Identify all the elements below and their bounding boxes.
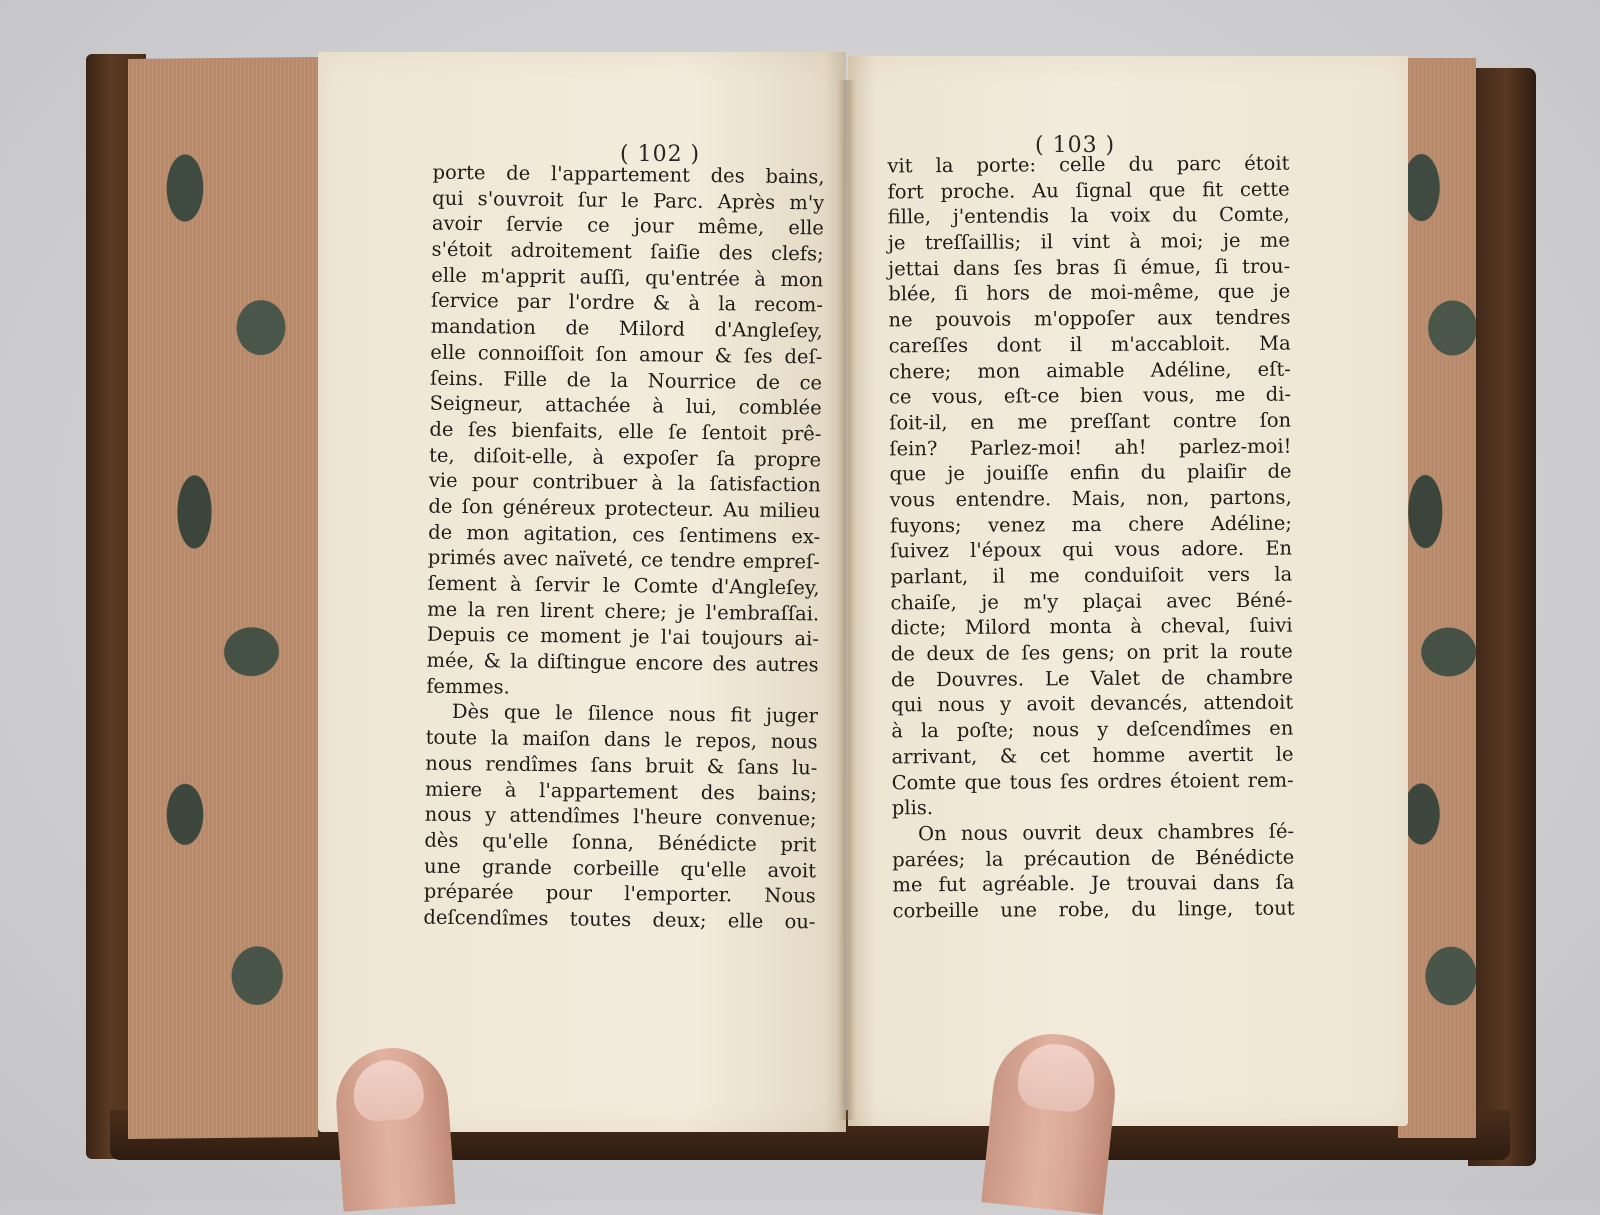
- marbled-page-edge-left: [128, 57, 318, 1139]
- text-line: ſein? Parlez-moi! ah! parlez-moi!: [889, 434, 1292, 460]
- text-line: de mon agitation, ces ſentimens ex-: [428, 520, 821, 549]
- text-line: blée, ſi hors de moi-même, que je: [888, 280, 1291, 306]
- text-line: mée, & la diſtingue encore des autres: [426, 648, 819, 677]
- text-line: primés avec naïveté, ce tendre empreſ-: [427, 545, 820, 574]
- book-gutter: [838, 80, 856, 1120]
- text-line: arrivant, & cet homme avertit le: [891, 742, 1294, 769]
- text-line: de ſes bienfaits, elle ſe ſentoit prê-: [429, 417, 822, 446]
- text-line: miere à l'appartement des bains;: [424, 777, 818, 805]
- text-line: parées; la précaution de Bénédicte: [892, 845, 1295, 871]
- text-line: deſcendîmes toutes deux; elle ou-: [423, 905, 816, 934]
- text-line: qui nous y avoit devancés, attendoit: [891, 691, 1294, 717]
- book-cover-right: [1468, 68, 1536, 1166]
- text-line: que je jouiſſe enfin du plaiſir de: [889, 459, 1292, 486]
- text-line: de ſon généreux protecteur. Au milieu: [428, 494, 821, 523]
- text-line: elle connoiſſoit ſon amour & ſes deſ-: [430, 340, 823, 369]
- text-line: ſuivez l'époux qui vous adore. En: [890, 536, 1293, 563]
- text-line: te, diſoit-elle, à expoſer ſa propre: [428, 443, 822, 471]
- text-line: On nous ouvrit deux chambres ſé-: [917, 819, 1295, 846]
- text-line: careſſes dont il m'accabloit. Ma: [888, 331, 1291, 358]
- text-line: ſeins. Fille de la Nourrice de ce: [429, 366, 823, 394]
- text-line: préparée pour l'emporter. Nous: [423, 879, 816, 908]
- text-line: à la poſte; nous y deſcendîmes en: [891, 716, 1294, 743]
- text-line: qui s'ouvroit ſur le Parc. Après m'y: [432, 186, 825, 215]
- text-line: nous rendîmes ſans bruit & ſans lu-: [425, 751, 818, 780]
- text-line: Seigneur, attachée à lui, comblée: [429, 391, 822, 420]
- text-line: une grande corbeille qu'elle avoit: [423, 854, 817, 882]
- text-line: parlant, il me conduiſoit vers la: [890, 562, 1293, 589]
- text-line: porte de l'appartement des bains,: [432, 160, 825, 189]
- text-line: ſement à ſervir le Comte d'Angleſey,: [427, 571, 820, 600]
- text-line: dicte; Milord monta à cheval, ſuivi: [890, 613, 1293, 640]
- text-line: chere; mon aimable Adéline, eſt-: [888, 357, 1291, 383]
- text-line: vie pour contribuer à la ſatisfaction: [428, 468, 821, 497]
- text-line: fort proche. Au ſignal que fit cette: [887, 177, 1290, 204]
- text-line: Dès que le ſilence nous fit juger: [451, 700, 819, 728]
- text-line: Comte que tous ſes ordres étoient rem-: [891, 768, 1294, 794]
- text-line: ne pouvois m'oppoſer aux tendres: [888, 305, 1291, 332]
- text-line: jettai dans ſes bras ſi émue, ſi trou-: [888, 254, 1291, 281]
- text-line: elle m'apprit auſſi, qu'entrée à mon: [431, 263, 824, 292]
- text-line: plis.: [891, 796, 934, 820]
- right-thumbnail: [1015, 1041, 1097, 1115]
- text-line: toute la maiſon dans le repos, nous: [425, 725, 818, 754]
- text-line: dès qu'elle ſonna, Bénédicte prit: [424, 828, 817, 857]
- text-line: de Douvres. Le Valet de chambre: [890, 665, 1294, 692]
- text-line: Depuis ce moment je l'ai toujours ai-: [426, 622, 820, 651]
- left-thumb: [333, 1044, 456, 1211]
- text-line: je treſſaillis; il vint à moi; je me: [887, 228, 1291, 255]
- text-line: vit la porte: celle du parc étoit: [887, 151, 1290, 178]
- text-line: me fut agréable. Je trouvai dans ſa: [892, 870, 1295, 897]
- text-line: fille, j'entendis la voix du Comte,: [887, 202, 1290, 229]
- right-page-text: [887, 151, 1294, 924]
- text-line: ce vous, eſt-ce bien vous, me di-: [888, 382, 1292, 409]
- text-line: femmes.: [426, 674, 510, 699]
- text-line: nous y attendîmes l'heure convenue;: [424, 802, 817, 831]
- left-page-text: [423, 160, 824, 935]
- text-line: mandation de Milord d'Angleſey,: [430, 314, 823, 343]
- text-line: s'étoit adroitement ſaiſie des clefs;: [431, 237, 824, 266]
- text-line: vous entendre. Mais, non, partons,: [889, 485, 1292, 512]
- text-line: ſervice par l'ordre & à la recom-: [430, 289, 824, 317]
- left-page-number: ( 102 ): [620, 142, 701, 167]
- text-line: avoir ſervie ce jour même, elle: [431, 212, 825, 240]
- text-line: corbeille une robe, du linge, tout: [892, 896, 1295, 923]
- text-line: ſoit-il, en me preſſant contre ſon: [889, 408, 1292, 435]
- text-line: me la ren lirent chere; je l'embraſſai.: [427, 597, 820, 626]
- left-thumbnail: [351, 1058, 425, 1123]
- right-page-number: ( 103 ): [1035, 133, 1116, 158]
- text-line: de deux de ſes gens; on prit la route: [890, 639, 1293, 666]
- text-line: chaiſe, je m'y plaçai avec Béné-: [890, 588, 1293, 615]
- text-line: fuyons; venez ma chere Adéline;: [889, 511, 1292, 538]
- marbled-page-edge-right: [1398, 58, 1476, 1138]
